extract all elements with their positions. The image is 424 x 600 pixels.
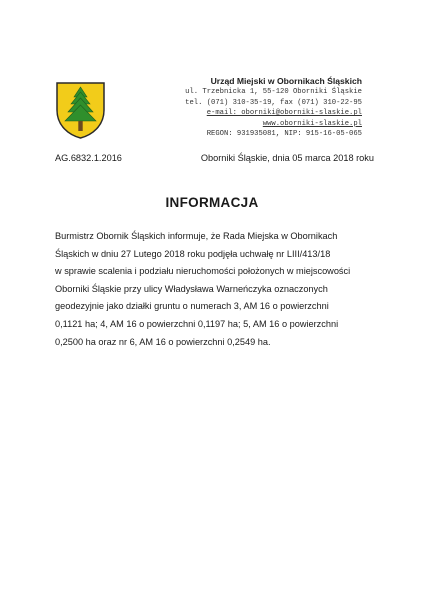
office-phone: tel. (071) 310-35-19, fax (071) 310-22-95	[185, 98, 362, 107]
body-line: Burmistrz Obornik Śląskich informuje, że Rada Miejska w Obornikach	[55, 231, 338, 241]
office-email-link[interactable]: e-mail: oborniki@oborniki-slaskie.pl	[206, 109, 362, 118]
body-line: geodezyjnie jako działki gruntu o numerach 3, AM 16 o powierzchni	[55, 301, 329, 312]
office-registry-ids: REGON: 931935081, NIP: 915-16-05-065	[206, 130, 362, 139]
office-name: Urząd Miejski w Obornikach Śląskich	[210, 76, 362, 86]
body-line: 0,1121 ha; 4, AM 16 o powierzchni 0,1197 ha; 5, AM 16 o powierzchni	[55, 318, 339, 329]
document-heading: INFORMACJA	[165, 195, 259, 210]
office-website-link[interactable]: www.oborniki-slaskie.pl	[262, 119, 362, 128]
body-line: 0,2500 ha oraz nr 6, AM 16 o powierzchni 0,2549 ha.	[55, 336, 271, 347]
body-line: Śląskich w dniu 27 Lutego 2018 roku podjęła uchwałę nr LIII/413/18	[55, 248, 331, 259]
office-address: ul. Trzebnicka 1, 55-120 Oborniki Śląskie	[185, 88, 362, 97]
letterhead	[152, 76, 362, 139]
document-body	[55, 228, 375, 351]
body-line: Oborniki Śląskie przy ulicy Władysława Warneńczyka oznaczonych	[55, 283, 328, 294]
body-line: w sprawie scalenia i podziału nieruchomości położonych w miejscowości	[55, 266, 351, 277]
date-line: Oborniki Śląskie, dnia 05 marca 2018 roku	[200, 153, 374, 163]
reference-number: AG.6832.1.2016	[55, 153, 122, 163]
coat-of-arms-tree-icon	[54, 80, 107, 140]
